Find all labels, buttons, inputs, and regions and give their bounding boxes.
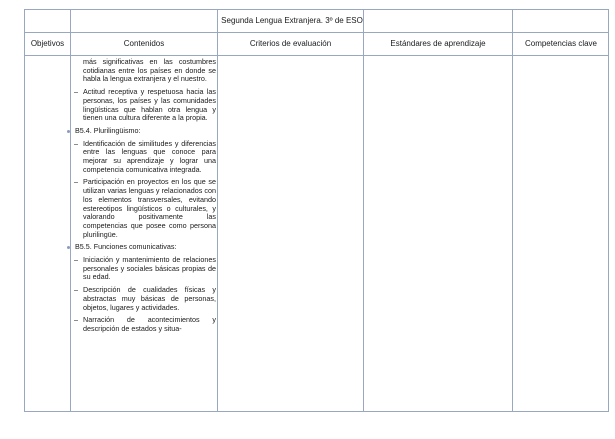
header-contenidos: Contenidos: [123, 39, 165, 48]
list-item: – Iniciación y mantenimiento de relaciones personales y sociales básicas propias de su edad.: [74, 255, 216, 282]
header-objetivos: Objetivos: [30, 39, 65, 48]
list-item: – Identificación de similitudes y diferencias entre las lenguas que conoce para mejorar su aprendizaje y lograr una competencia comunicativa integrada.: [74, 138, 216, 174]
section-heading: B5.5. Funciones comunicativas:: [70, 243, 216, 252]
list-item: – Descripción de cualidades físicas y abstractas muy básicas de personas, objetos, lugares y actividades.: [74, 285, 216, 312]
list-item: – Narración de acontecimientos y descripción de estados y situa-: [74, 315, 216, 333]
list-item: – Actitud receptiva y respetuosa hacia las personas, los países y las comunidades lingüísticas que hablan otra lengua y tienen una cultura diferente a la propia.: [74, 87, 216, 123]
column-divider: [70, 10, 71, 411]
column-divider: [512, 10, 513, 411]
list-item: – Participación en proyectos en los que se utilizan varias lenguas y relacionados con los elementos transversales, evitando estereotipos lingüísticos o culturales, y valorando positivamente las competencias que posee como persona plurilingüe.: [74, 177, 216, 239]
table-title: Segunda Lengua Extranjera. 3º de ESO: [221, 16, 363, 25]
bullet-icon: [67, 246, 70, 249]
row-divider: [25, 55, 608, 56]
bullet-icon: [67, 130, 70, 133]
column-divider: [363, 10, 364, 411]
header-competencias: Competencias clave: [524, 39, 598, 48]
header-criterios: Criterios de evaluación: [249, 39, 332, 48]
header-estandares: Estándares de aprendizaje: [390, 39, 486, 48]
continuation-text: más significativas en las costumbres cotidianas entre los países en donde se habla la lengua extranjera y el nuestro.: [83, 57, 216, 84]
section-heading: B5.4. Plurilingüismo:: [70, 127, 216, 136]
curriculum-table: [24, 9, 609, 412]
column-divider: [217, 10, 218, 411]
contenidos-cell: [74, 58, 216, 338]
